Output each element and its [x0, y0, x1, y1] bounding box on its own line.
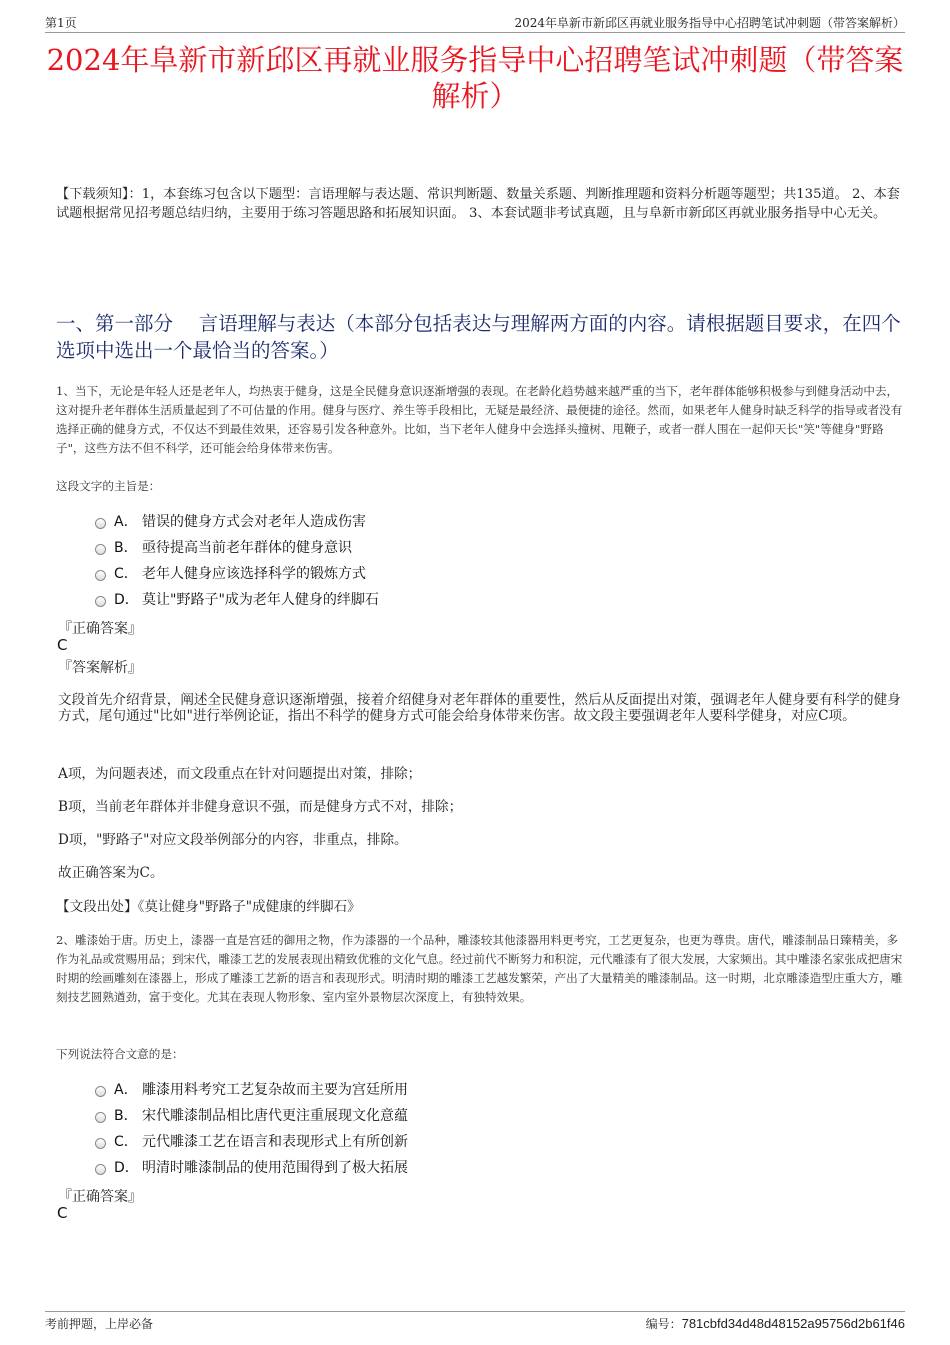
header-doc-title: 2024年阜新市新邱区再就业服务指导中心招聘笔试冲刺题（带答案解析）	[514, 16, 905, 30]
question-1-prompt: 这段文字的主旨是：	[56, 479, 161, 493]
option-d[interactable]: D． 明清时雕漆制品的使用范围得到了极大拓展	[95, 1154, 408, 1180]
page-footer	[45, 1311, 905, 1333]
radio-button[interactable]	[95, 1112, 106, 1123]
page-number: 第1页	[45, 16, 77, 30]
radio-button[interactable]	[95, 596, 106, 607]
radio-button[interactable]	[95, 570, 106, 581]
footer-code: 编号：781cbfd34d48d48152a95756d2b61f46	[645, 1316, 905, 1331]
option-c[interactable]: C． 元代雕漆工艺在语言和表现形式上有所创新	[95, 1128, 408, 1154]
radio-button[interactable]	[95, 544, 106, 555]
analysis-line: B项，当前老年群体并非健身意识不强，而是健身方式不对，排除；	[58, 799, 463, 815]
radio-button[interactable]	[95, 1086, 106, 1097]
question-1-options	[95, 508, 379, 612]
option-a[interactable]: A． 雕漆用料考究工艺复杂故而主要为宫廷所用	[95, 1076, 408, 1102]
analysis-line: A项，为问题表述，而文段重点在针对问题提出对策，排除；	[58, 766, 422, 782]
question-2-stem: 2、雕漆始于唐。历史上，漆器一直是宫廷的御用之物，作为漆器的一个品种，雕漆较其他漆器用料更考究，工艺更复杂，也更为尊贵。唐代，雕漆制品日臻精美，多作为礼品或赏赐用品；到宋代，雕漆工艺的发展表现出精致优雅的文化气息。经过前代不断努力和积淀，元代雕漆有了很大发展，大家频出。其中雕漆名家张成把唐宋时期的绘画雕刻在漆器上，形成了雕漆工艺新的语言和表现形式。明清时期的雕漆工艺越发繁荣，产出了大量精美的雕漆制品。这一时期，北京雕漆造型庄重大方，雕刻技艺圆熟遒劲，富于变化。尤其在表现人物形象、室内室外景物层次深度上，有独特效果。	[56, 933, 903, 1004]
analysis-text: 文段首先介绍背景，阐述全民健身意识逐渐增强，接着介绍健身对老年群体的重要性，然后从反面提出对策，强调老年人健身要有科学的健身方式，尾句通过"比如"进行举例论证，指出不科学的健身方式可能会给身体带来伤害。故文段主要强调老年人要科学健身，对应C项。	[58, 692, 901, 724]
radio-button[interactable]	[95, 518, 106, 529]
correct-answer: C	[57, 1204, 68, 1222]
radio-button[interactable]	[95, 1138, 106, 1149]
question-1-stem: 1、当下，无论是年轻人还是老年人，均热衷于健身，这是全民健身意识逐渐增强的表现。在老龄化趋势越来越严重的当下，老年群体能够积极参与到健身活动中去，这对提升老年群体生活质量起到了不可估量的作用。健身与医疗、养生等手段相比，无疑是最经济、最便捷的途径。然而，如果老年人健身时缺乏科学的指导或者没有选择正确的健身方式，不仅达不到最佳效果，还容易引发各种意外。比如，当下老年人健身中会选择头撞树、甩鞭子，或者一群人围在一起仰天长"笑"等健身"野路子"，这些方法不但不科学，还可能会给身体带来伤害。	[56, 384, 903, 455]
passage-source: 【文段出处】《莫让健身"野路子"成健康的绊脚石》	[56, 899, 361, 915]
document-title: 2024年阜新市新邱区再就业服务指导中心招聘笔试冲刺题（带答案解析）	[46, 43, 904, 113]
option-c[interactable]: C． 老年人健身应该选择科学的锻炼方式	[95, 560, 379, 586]
radio-button[interactable]	[95, 1164, 106, 1175]
analysis-line: 故正确答案为C。	[58, 865, 164, 881]
option-d[interactable]: D． 莫让"野路子"成为老年人健身的绊脚石	[95, 586, 379, 612]
question-2-options	[95, 1076, 408, 1180]
analysis-label: 『答案解析』	[58, 660, 142, 676]
footer-slogan: 考前押题，上岸必备	[45, 1317, 154, 1331]
section-heading: 一、第一部分 言语理解与表达（本部分包括表达与理解两方面的内容。请根据题目要求，在四个选项中选出一个最恰当的答案。）	[56, 312, 901, 362]
download-notice: 【下载须知】：1，本套练习包含以下题型：言语理解与表达题、常识判断题、数量关系题、判断推理题和资料分析题等题型；共135道。 2、本套试题根据常见招考题总结归纳，主要用于练习答题思路和拓展知识面。 3、本套试题非考试真题，且与阜新市新邱区再就业服务指导中心无关。	[56, 187, 900, 221]
correct-answer: C	[57, 636, 68, 654]
analysis-line: D项，"野路子"对应文段举例部分的内容，非重点，排除。	[58, 832, 408, 848]
correct-answer-label: 『正确答案』	[58, 621, 142, 637]
option-b[interactable]: B． 宋代雕漆制品相比唐代更注重展现文化意蕴	[95, 1102, 408, 1128]
option-b[interactable]: B． 亟待提高当前老年群体的健身意识	[95, 534, 379, 560]
page-header	[45, 14, 905, 33]
option-a[interactable]: A． 错误的健身方式会对老年人造成伤害	[95, 508, 379, 534]
question-2-prompt: 下列说法符合文意的是：	[56, 1047, 184, 1061]
correct-answer-label: 『正确答案』	[58, 1189, 142, 1205]
